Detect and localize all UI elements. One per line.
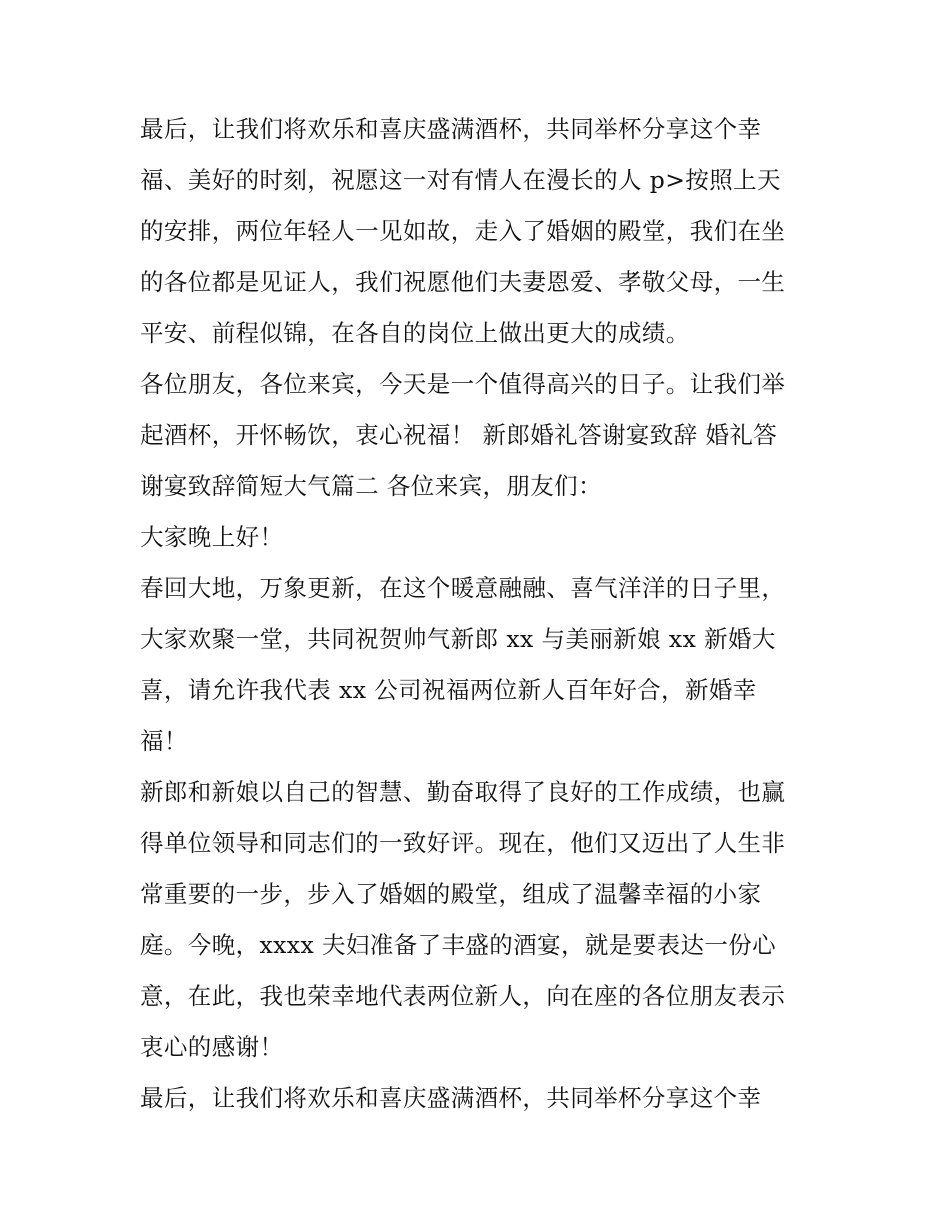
text-line: 谢宴致辞简短大气篇二 各位来宾，朋友们： <box>140 472 602 500</box>
text-line: 福、美好的时刻，祝愿这一对有情人在漫长的人 p>按照上天 <box>140 166 781 194</box>
text-line: 最后，让我们将欢乐和喜庆盛满酒杯，共同举杯分享这个幸 <box>140 1084 762 1112</box>
text-line: 衷心的感谢！ <box>140 1033 284 1061</box>
text-line: 喜，请允许我代表 xx 公司祝福两位新人百年好合，新婚幸 <box>140 676 757 704</box>
text-line: 庭。今晚，xxxx 夫妇准备了丰盛的酒宴，就是要表达一份心 <box>140 931 777 959</box>
text-line: 起酒杯，开怀畅饮，衷心祝福！ 新郎婚礼答谢宴致辞 婚礼答 <box>140 421 778 449</box>
text-line: 意，在此，我也荣幸地代表两位新人，向在座的各位朋友表示 <box>140 982 786 1010</box>
text-line: 常重要的一步，步入了婚姻的殿堂，组成了温馨幸福的小家 <box>140 880 762 908</box>
text-line: 大家欢聚一堂，共同祝贺帅气新郎 xx 与美丽新娘 xx 新婚大 <box>140 625 776 653</box>
document-body <box>140 104 812 1124</box>
text-line: 的安排，两位年轻人一见如故，走入了婚姻的殿堂，我们在坐 <box>140 217 786 245</box>
text-line: 福！ <box>140 727 188 755</box>
text-line: 春回大地，万象更新，在这个暖意融融、喜气洋洋的日子里， <box>140 574 786 602</box>
text-line: 最后，让我们将欢乐和喜庆盛满酒杯，共同举杯分享这个幸 <box>140 115 762 143</box>
text-line: 各位朋友，各位来宾，今天是一个值得高兴的日子。让我们举 <box>140 370 786 398</box>
text-line: 新郎和新娘以自己的智慧、勤奋取得了良好的工作成绩，也赢 <box>140 778 786 806</box>
text-line: 得单位领导和同志们的一致好评。现在，他们又迈出了人生非 <box>140 829 786 857</box>
text-line: 的各位都是见证人，我们祝愿他们夫妻恩爱、孝敬父母，一生 <box>140 268 786 296</box>
text-line: 大家晚上好！ <box>140 523 284 551</box>
text-line: 平安、前程似锦，在各自的岗位上做出更大的成绩。 <box>140 319 690 347</box>
